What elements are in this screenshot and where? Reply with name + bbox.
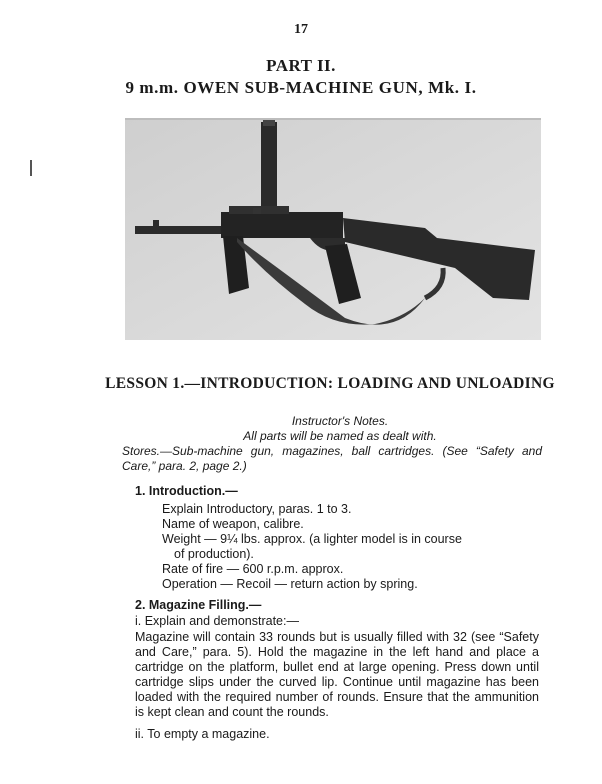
section-1-list [162,502,542,592]
gun-photo-illustration [125,118,541,340]
list-item: Explain Introductory, paras. 1 to 3. [162,502,352,516]
scan-mark [30,160,32,176]
section-2-sub-ii: ii. To empty a magazine. [135,727,270,741]
section-2-sub-i: i. Explain and demonstrate:— [135,614,299,628]
section-2-heading: 2. Magazine Filling.— [135,598,262,612]
list-item: Rate of fire — 600 r.p.m. approx. [162,562,344,576]
page-number: 17 [294,22,308,37]
instructor-notes-title: Instructor's Notes. [291,414,389,428]
part-title: PART II. [266,56,336,75]
section-2-paragraph: Magazine will contain 33 rounds but is usually filled with 32 (see “Safety and Care,” para. 5). Hold the magazine in the left hand and place a cartridge on the platform, bullet end at large opening. Press down until cartridge slips under the curved lip. Continue until magazine has been loaded with the required number of rounds. Ensure that the ammunition is kept clean and count the rounds. [135,630,539,719]
list-item: of production). [174,547,254,561]
stores-text: Stores.—Sub-machine gun, magazines, ball cartridges. (See “Safety and Care,” para. 2, page 2.) [122,444,542,473]
list-item: Name of weapon, calibre. [162,517,304,531]
list-item: Operation — Recoil — return action by spring. [162,577,418,591]
gun-title: 9 m.m. OWEN SUB-MACHINE GUN, Mk. I. [125,78,477,97]
list-item: Weight — 9¼ lbs. approx. (a lighter model is in course [162,532,462,546]
section-1-heading: 1. Introduction.— [135,484,238,498]
instructor-notes-line: All parts will be named as dealt with. [243,429,437,443]
lesson-title: LESSON 1.—INTRODUCTION: LOADING AND UNLOADING [105,375,555,392]
gun-photo [125,118,541,340]
